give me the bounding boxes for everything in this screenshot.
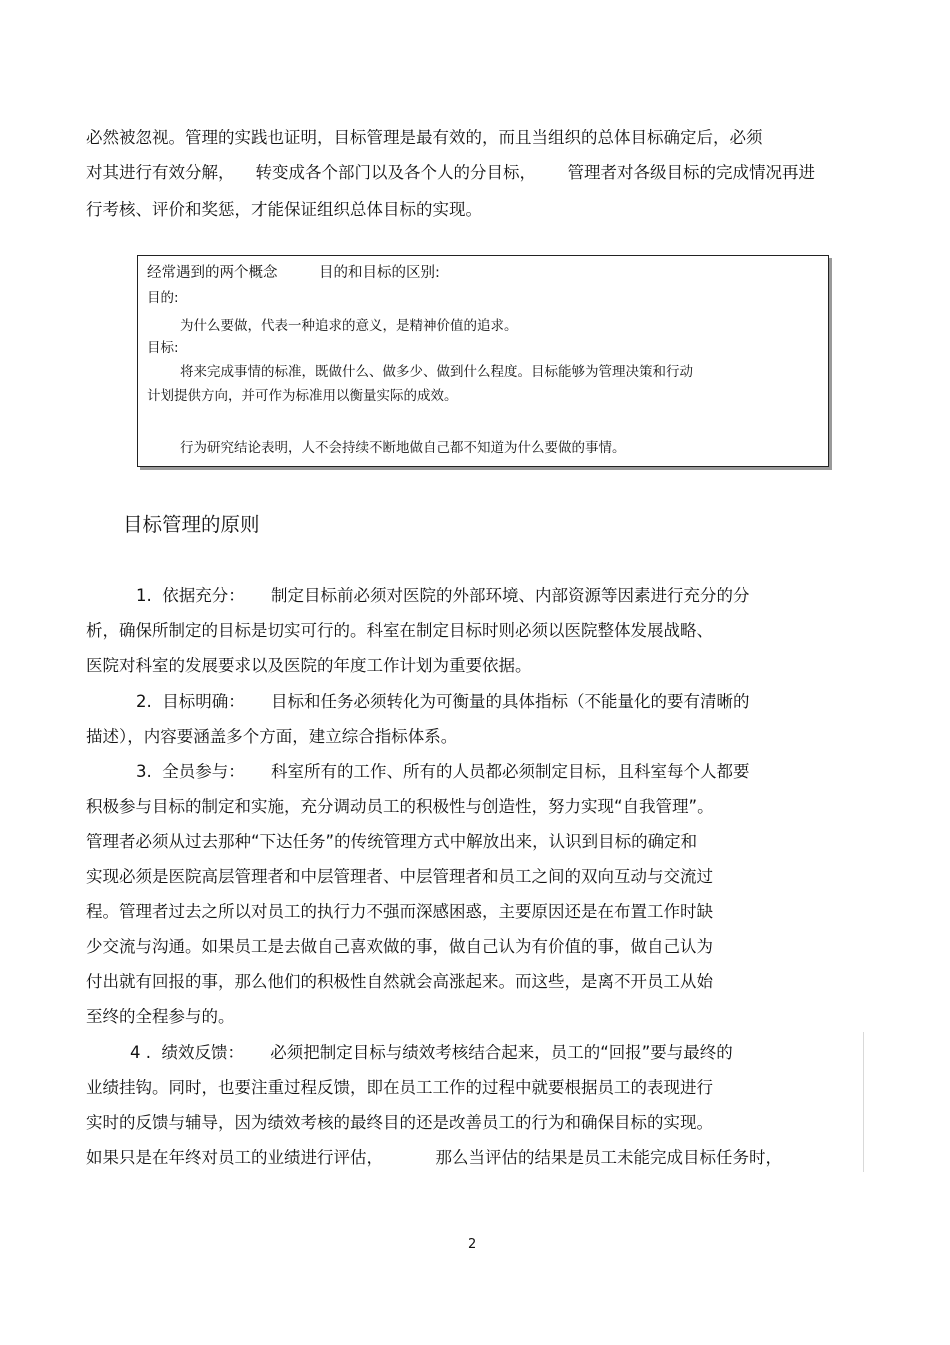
principle-3-line-7: 付出就有回报的事，那么他们的积极性自然就会高涨起来。而这些，是离不开员工从始 xyxy=(86,972,713,991)
principle-2-line-2: 描述），内容要涵盖多个方面，建立综合指标体系。 xyxy=(86,727,458,746)
principle-4-line-4: 如果只是在年终对员工的业绩进行评估， 那么当评估的结果是员工未能完成目标任务时， xyxy=(86,1148,782,1167)
conclusion-text: 行为研究结论表明，人不会持续不断地做自己都不知道为什么要做的事情。 xyxy=(180,440,626,456)
intro-line-2: 对其进行有效分解， 转变成各个部门以及各个人的分目标， 管理者对各级目标的完成情况再进 xyxy=(86,163,815,182)
principle-4-line-1: 4 . 绩效反馈： 必须把制定目标与绩效考核结合起来，员工的“回报”要与最终的 xyxy=(130,1043,733,1062)
goal-text-2: 计划提供方向，并可作为标准用以衡量实际的成效。 xyxy=(147,388,458,404)
goal-text-1: 将来完成事情的标准，既做什么、做多少、做到什么程度。目标能够为管理决策和行动 xyxy=(180,364,693,380)
principle-3-line-6: 少交流与沟通。如果员工是去做自己喜欢做的事，做自己认为有价值的事，做自己认为 xyxy=(86,937,713,956)
principle-3-line-2: 积极参与目标的制定和实施，充分调动员工的积极性与创造性，努力实现“自我管理”。 xyxy=(86,797,714,816)
concept-box xyxy=(137,255,829,467)
principle-1-line-1: 1. 依据充分： 制定目标前必须对医院的外部环境、内部资源等因素进行充分的分 xyxy=(136,586,750,605)
margin-rule xyxy=(863,1032,864,1172)
section-heading: 目标管理的原则 xyxy=(123,513,260,536)
intro-line-3: 行考核、评价和奖惩，才能保证组织总体目标的实现。 xyxy=(86,200,482,219)
principle-3-line-1: 3. 全员参与： 科室所有的工作、所有的人员都必须制定目标，且科室每个人都要 xyxy=(136,762,750,781)
purpose-text: 为什么要做，代表一种追求的意义，是精神价值的追求。 xyxy=(180,318,518,334)
principle-1-line-2: 析，确保所制定的目标是切实可行的。科室在制定目标时则必须以医院整体发展战略、 xyxy=(86,621,713,640)
concept-box-title: 经常遇到的两个概念 目的和目标的区别: xyxy=(147,265,440,281)
principle-3-line-5: 程。管理者过去之所以对员工的执行力不强而深感困惑，主要原因还是在布置工作时缺 xyxy=(86,902,713,921)
intro-line-1: 必然被忽视。管理的实践也证明，目标管理是最有效的，而且当组织的总体目标确定后，必须 xyxy=(86,128,763,147)
principle-2-line-1: 2. 目标明确： 目标和任务必须转化为可衡量的具体指标（不能量化的要有清晰的 xyxy=(136,692,750,711)
goal-label: 目标: xyxy=(147,340,179,356)
principle-3-line-4: 实现必须是医院高层管理者和中层管理者、中层管理者和员工之间的双向互动与交流过 xyxy=(86,867,713,886)
purpose-label: 目的: xyxy=(147,290,179,306)
principle-4-line-2: 业绩挂钩。同时，也要注重过程反馈，即在员工工作的过程中就要根据员工的表现进行 xyxy=(86,1078,713,1097)
principle-3-line-8: 至终的全程参与的。 xyxy=(86,1007,235,1026)
principle-4-line-3: 实时的反馈与辅导，因为绩效考核的最终目的还是改善员工的行为和确保目标的实现。 xyxy=(86,1113,713,1132)
principle-3-line-3: 管理者必须从过去那种“下达任务”的传统管理方式中解放出来，认识到目标的确定和 xyxy=(86,832,698,851)
principle-1-line-3: 医院对科室的发展要求以及医院的年度工作计划为重要依据。 xyxy=(86,656,532,675)
page-number: 2 xyxy=(468,1237,477,1252)
